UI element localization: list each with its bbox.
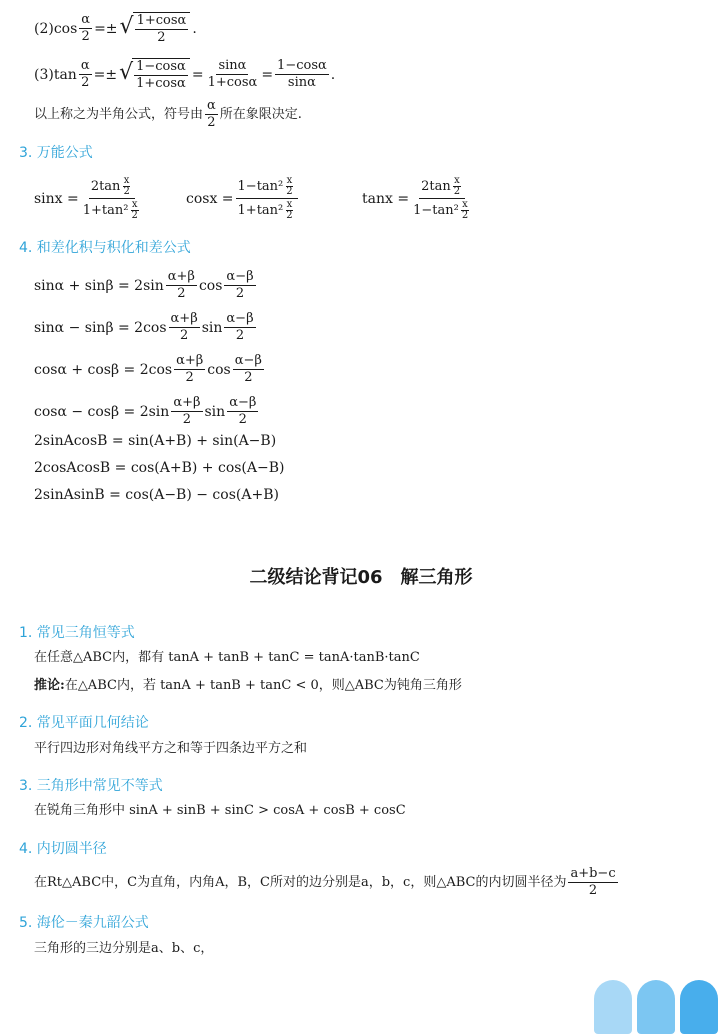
frac-num: x [454, 175, 460, 186]
universal-sin-formula [34, 176, 145, 221]
frac-den: 2 [286, 186, 293, 197]
formula-text: . [192, 20, 197, 37]
note-text: 以上称之为半角公式，符号由 [34, 106, 204, 122]
fraction [122, 176, 130, 197]
frac-num: 1−cosα [136, 59, 186, 74]
formula-text: sin [204, 403, 226, 420]
heron-text: 三角形的三边分别是a、b、c， [34, 941, 214, 956]
corollary-text [34, 677, 462, 695]
sum-product-formula-2 [34, 312, 258, 343]
fraction [227, 396, 258, 427]
heading-sum-product: 4. 和差化积与积化和差公式 [19, 240, 191, 256]
frac-num: x [286, 199, 293, 210]
frac-num: α−β [226, 311, 254, 326]
decor-shape [680, 980, 718, 1034]
product-sum-formula-3: 2sinAsinB = cos(A−B) − cos(A+B) [34, 487, 279, 503]
corollary-body: 在△ABC内，若 tanA + tanB + tanC < 0，则△ABC为钝角三角形 [64, 678, 462, 693]
formula-text: 1−tan² [237, 179, 284, 194]
frac-num: sinα [218, 58, 247, 73]
fraction [568, 867, 617, 898]
decor-shape [637, 980, 675, 1034]
universal-tan-formula [362, 176, 475, 221]
formula-text: 2tan [421, 179, 451, 194]
fraction [134, 60, 188, 91]
half-angle-tan-formula [34, 58, 335, 91]
frac-den [236, 199, 298, 221]
fraction [206, 59, 260, 90]
formula-text: sinx = [34, 190, 79, 207]
frac-den: 2 [588, 883, 598, 898]
heading-heron: 5. 海伦－秦九韶公式 [19, 915, 149, 931]
fraction [285, 176, 293, 197]
frac-den: 2 [81, 29, 90, 44]
frac-num: x [123, 175, 130, 186]
frac-num: 1−cosα [277, 58, 327, 73]
geometry-text: 平行四边形对角线平方之和等于四条边平方之和 [34, 741, 308, 756]
sum-product-formula-1 [34, 270, 258, 301]
formula-text: sinα + sinβ = 2sin [34, 277, 164, 294]
frac-num: α−β [229, 395, 257, 410]
fraction [79, 59, 92, 90]
formula-text: . [330, 66, 336, 83]
section-title: 二级结论背记06 解三角形 [249, 567, 473, 588]
formula-text: sinα − sinβ = 2cos [34, 319, 167, 336]
fraction [453, 176, 461, 197]
formula-text: cos [207, 361, 231, 378]
fraction [233, 354, 264, 385]
fraction [461, 200, 469, 221]
formula-text: cos [198, 277, 223, 294]
frac-num: x [131, 199, 138, 210]
note-text: 所在象限决定. [219, 106, 302, 122]
frac-num [419, 176, 465, 199]
formula-text: sin [201, 319, 223, 336]
frac-den: 2 [244, 370, 253, 385]
heading-geometry: 2. 常见平面几何结论 [19, 715, 149, 731]
universal-cos-formula [186, 176, 300, 221]
fraction [174, 354, 205, 385]
formula-text: =± [93, 66, 118, 83]
corollary-label: 推论: [34, 678, 65, 693]
sum-product-formula-3 [34, 354, 266, 385]
frac-num: α+β [176, 353, 204, 368]
half-angle-note [34, 99, 302, 130]
frac-den: 2 [157, 30, 166, 45]
formula-text: cosx = [186, 190, 234, 207]
formula-text: (2)cos [34, 20, 78, 37]
frac-den: 2 [123, 186, 130, 197]
formula-text: cosα − cosβ = 2sin [34, 403, 170, 420]
frac-den: 2 [235, 328, 245, 343]
frac-num: x [286, 175, 293, 186]
formula-text: 1+tan² [237, 203, 284, 218]
formula-text: = [191, 66, 204, 83]
fraction [171, 396, 202, 427]
formula-text: =± [94, 20, 118, 37]
fraction [79, 13, 92, 44]
frac-den: 2 [453, 186, 461, 197]
heading-identity: 1. 常见三角恒等式 [19, 625, 135, 641]
frac-den: 2 [185, 370, 194, 385]
fraction [169, 312, 200, 343]
heading-inradius: 4. 内切圆半径 [19, 841, 107, 857]
frac-num: α+β [170, 311, 198, 326]
fraction [275, 59, 329, 90]
formula-text: 2tan [90, 179, 121, 194]
fraction [411, 176, 473, 221]
inradius-body: 在Rt△ABC中，C为直角，内角A，B，C所对的边分别是a，b，c，则△ABC的内切圆半径为 [34, 874, 567, 890]
frac-num: a+b−c [570, 866, 616, 881]
inradius-text [34, 867, 620, 898]
product-sum-formula-2: 2cosAcosB = cos(A+B) + cos(A−B) [34, 460, 285, 476]
frac-den: 2 [182, 412, 192, 427]
sqrt: √ $\frac{1+\cos\alpha}{2}$ [120, 12, 191, 45]
frac-den: 2 [131, 210, 138, 221]
frac-den: 2 [179, 328, 189, 343]
frac-num [89, 176, 135, 199]
frac-num: α−β [234, 353, 262, 368]
formula-text: 1+tan² [82, 203, 129, 218]
frac-num: α−β [226, 269, 254, 284]
sum-product-formula-4 [34, 396, 260, 427]
frac-num: α [207, 98, 216, 113]
fraction [224, 312, 255, 343]
frac-den: 2 [235, 286, 245, 301]
frac-num: α [80, 58, 90, 73]
heading-inequality: 3. 三角形中常见不等式 [19, 778, 163, 794]
frac-den [81, 199, 143, 221]
identity-text: 在任意△ABC内，都有 tanA + tanB + tanC = tanA·tanB·tanC [34, 650, 420, 665]
formula-text: = [261, 66, 274, 83]
frac-den: 2 [286, 210, 293, 221]
formula-text: cosα + cosβ = 2cos [34, 361, 173, 378]
frac-den [411, 199, 473, 221]
formula-text: 1−tan² [413, 203, 459, 218]
half-angle-cos-formula [34, 12, 197, 45]
formula-text: (3)tan [34, 66, 77, 83]
fraction [224, 270, 255, 301]
sqrt: √ $\frac{1-\cos\alpha}{1+\cos\alpha}$ [119, 58, 190, 91]
frac-den: sinα [287, 75, 316, 90]
frac-den: 2 [81, 75, 90, 90]
fraction [205, 99, 218, 130]
heading-universal-formula: 3. 万能公式 [19, 145, 93, 161]
frac-den: 2 [238, 412, 247, 427]
frac-den: 2 [207, 115, 216, 130]
frac-num [236, 176, 298, 199]
frac-den: 2 [177, 286, 186, 301]
frac-num: 1+cosα [136, 13, 187, 28]
formula-text: tanx = [362, 190, 410, 207]
fraction [135, 14, 189, 45]
frac-num: α [81, 12, 91, 27]
decor-shape [594, 980, 632, 1034]
inequality-text: 在锐角三角形中 sinA + sinB + sinC > cosA + cosB + cosC [34, 803, 406, 818]
fraction [285, 200, 293, 221]
frac-num: α+β [173, 395, 201, 410]
frac-den: 2 [461, 210, 469, 221]
frac-num: x [462, 199, 468, 210]
frac-num: α+β [167, 269, 195, 284]
frac-den: 1+cosα [207, 75, 258, 90]
frac-den: 1+cosα [136, 76, 186, 91]
product-sum-formula-1: 2sinAcosB = sin(A+B) + sin(A−B) [34, 433, 277, 449]
fraction [131, 200, 139, 221]
fraction [166, 270, 197, 301]
fraction [236, 176, 298, 221]
fraction [81, 176, 143, 221]
